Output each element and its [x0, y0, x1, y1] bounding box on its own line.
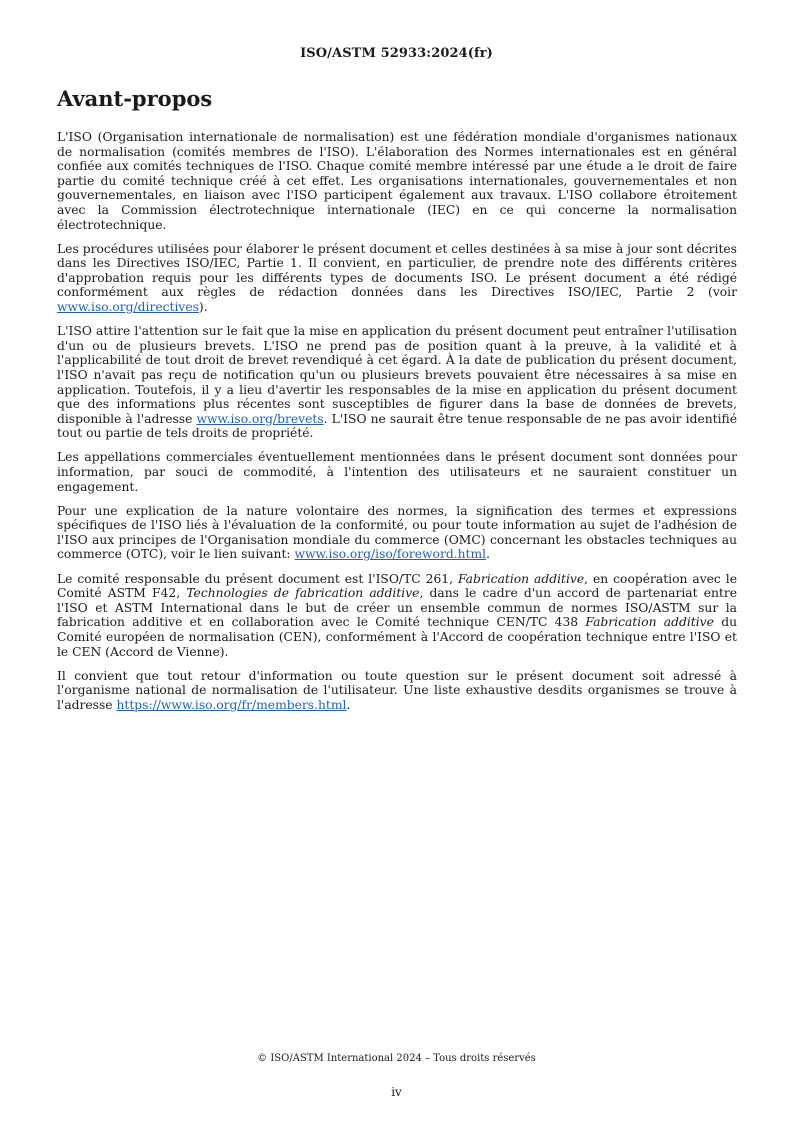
paragraph-text: du Comité européen de normalisation (CEN), conformément à l'Accord de coopération technique entre l'ISO et le CEN (Accord de Vienne). [57, 615, 737, 659]
paragraph-text: . [346, 697, 351, 712]
astm-committee-title-italic: Technologies de fabrication additive [186, 586, 420, 601]
paragraph-committee [57, 572, 737, 660]
foreword-body [57, 130, 737, 722]
section-title: Avant-propos [57, 86, 213, 111]
link-foreword[interactable]: www.iso.org/iso/foreword.html [294, 547, 487, 562]
paragraph-iso-intro [57, 130, 737, 232]
paragraph-text: ). [198, 300, 208, 315]
link-members[interactable]: https://www.iso.org/fr/members.html [116, 697, 347, 712]
committee-title-italic: Fabrication additive [457, 571, 585, 586]
paragraph-text: Le comité responsable du présent document est l'ISO/TC 261, [57, 571, 458, 586]
link-directives[interactable]: www.iso.org/directives [57, 300, 199, 315]
copyright-footer: © ISO/ASTM International 2024 – Tous droits réservés [257, 1053, 536, 1064]
paragraph-text: Pour une explication de la nature volontaire des normes, la signification des termes et expressions spécifiques de l'ISO liés à l'évaluation de la conformité, ou pour toute information au sujet de l'adhésion de l'ISO aux principes de l'Organisation mondiale du commerce (OMC) concernant les obstacles techniques au commerce (OTC), voir le lien suivant: [57, 503, 737, 562]
paragraph-trade-names [57, 450, 737, 494]
paragraph-patents [57, 324, 737, 441]
paragraph-text: Les appellations commerciales éventuellement mentionnées dans le présent document sont données pour information, par souci de commodité, à l'intention des utilisateurs et ne sauraient constituer un engagement. [57, 450, 737, 494]
document-id-header: ISO/ASTM 52933:2024(fr) [300, 46, 493, 61]
paragraph-text: L'ISO (Organisation internationale de normalisation) est une fédération mondiale d'organismes nationaux de normalisation (comités membres de l'ISO). L'élaboration des Normes internationales est en général confiée aux comités techniques de l'ISO. Chaque comité membre intéressé par une étude a le droit de faire partie du comité technique créé à cet effet. Les organisations internationales, gouvernementales et non gouvernementales, en liaison avec l'ISO participent également aux travaux. L'ISO collabore étroitement avec la Commission électrotechnique internationale (IEC) en ce qui concerne la normalisation électrotechnique. [57, 130, 737, 232]
paragraph-text: Les procédures utilisées pour élaborer le présent document et celles destinées à sa mise à jour sont décrites dans les Directives ISO/IEC, Partie 1. Il convient, en particulier, de prendre note des différents critères d'approbation requis pour les différents types de documents ISO. Le présent document a été rédigé conformément aux règles de rédaction données dans les Directives ISO/IEC, Partie 2 (voir [57, 241, 737, 300]
link-brevets[interactable]: www.iso.org/brevets [196, 411, 324, 426]
paragraph-text: Il convient que tout retour d'information ou toute question sur le présent document soit adressé à l'organisme national de normalisation de l'utilisateur. Une liste exhaustive desdits organismes se trouve à l'adresse [57, 668, 737, 712]
page-number: iv [391, 1085, 402, 1099]
paragraph-text: . L'ISO ne saurait être tenue responsable de ne pas avoir identifié tout ou partie de tels droits de propriété. [57, 411, 737, 441]
paragraph-text: , dans le cadre d'un accord de partenariat entre l'ISO et ASTM International dans le but de créer un ensemble commun de normes ISO/ASTM sur la fabrication additive et en collaboration avec le Comité technique CEN/TC 438 [57, 586, 737, 630]
paragraph-text: . [486, 547, 490, 562]
paragraph-procedures [57, 242, 737, 315]
paragraph-feedback [57, 669, 737, 713]
cen-committee-title-italic: Fabrication additive [585, 615, 714, 630]
paragraph-text: , en coopération avec le Comité ASTM F42, [57, 571, 737, 601]
paragraph-text: L'ISO attire l'attention sur le fait que la mise en application du présent document peut entraîner l'utilisation d'un ou de plusieurs brevets. L'ISO ne prend pas de position quant à la preuve, à la validité et à l'applicabilité de tout droit de brevet revendiqué à cet égard. À la date de publication du présent document, l'ISO n'avait pas reçu de notification qu'un ou plusieurs brevets pouvaient être nécessaires à sa mise en application. Toutefois, il y a lieu d'avertir les responsables de la mise en application du présent document que des informations plus récentes sont susceptibles de figurer dans la base de données de brevets, disponible à l'adresse [57, 324, 737, 426]
paragraph-voluntary-nature [57, 504, 737, 562]
